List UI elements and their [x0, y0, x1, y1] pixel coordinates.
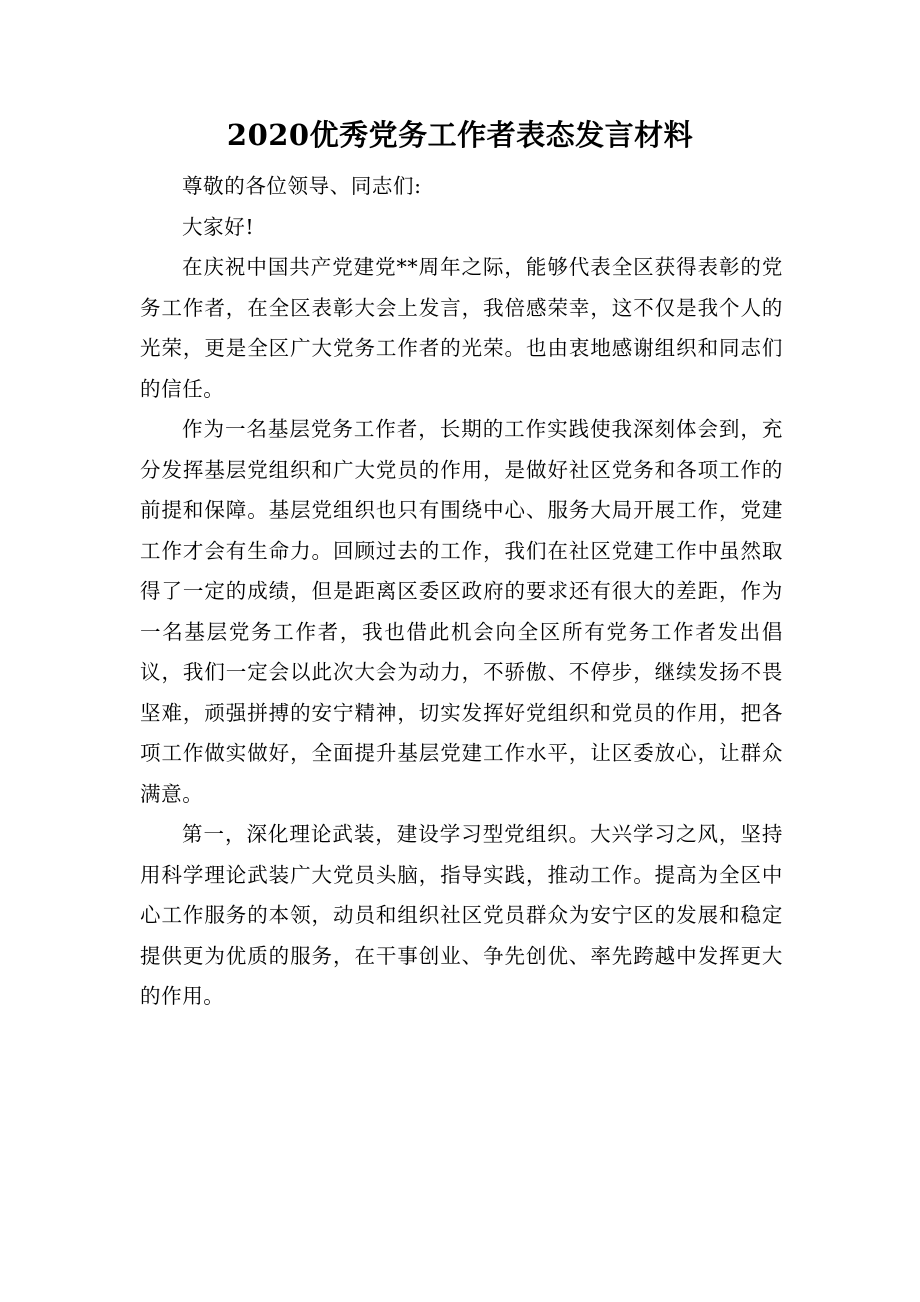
- salutation: 尊敬的各位领导、同志们:: [182, 174, 422, 198]
- paragraph-first-point: 第一，深化理论武装，建设学习型党组织。大兴学习之风，坚持用科学理论武装广大党员头脑，指导实践，推动工作。提高为全区中心工作服务的本领，动员和组织社区党员群众为安宁区的发展和稳定提供更为优质的服务，在干事创业、争先创优、率先跨越中发挥更大的作用。: [140, 822, 783, 1008]
- document-body: [140, 166, 783, 1017]
- paragraph-intro: 在庆祝中国共产党建党**周年之际，能够代表全区获得表彰的党务工作者，在全区表彰大会上发言，我倍感荣幸，这不仅是我个人的光荣，更是全区广大党务工作者的光荣。也由衷地感谢组织和同志们的信任。: [140, 255, 783, 401]
- paragraph-experience: 作为一名基层党务工作者，长期的工作实践使我深刻体会到，充分发挥基层党组织和广大党员的作用，是做好社区党务和各项工作的前提和保障。基层党组织也只有围绕中心、服务大局开展工作，党建工作才会有生命力。回顾过去的工作，我们在社区党建工作中虽然取得了一定的成绩，但是距离区委区政府的要求还有很大的差距，作为一名基层党务工作者，我也借此机会向全区所有党务工作者发出倡议，我们一定会以此次大会为动力，不骄傲、不停步，继续发扬不畏坚难，顽强拼搏的安宁精神，切实发挥好党组织和党员的作用，把各项工作做实做好，全面提升基层党建工作水平，让区委放心，让群众满意。: [140, 417, 783, 806]
- document-title: 2020优秀党务工作者表态发言材料: [226, 118, 694, 152]
- greeting: 大家好!: [182, 214, 255, 239]
